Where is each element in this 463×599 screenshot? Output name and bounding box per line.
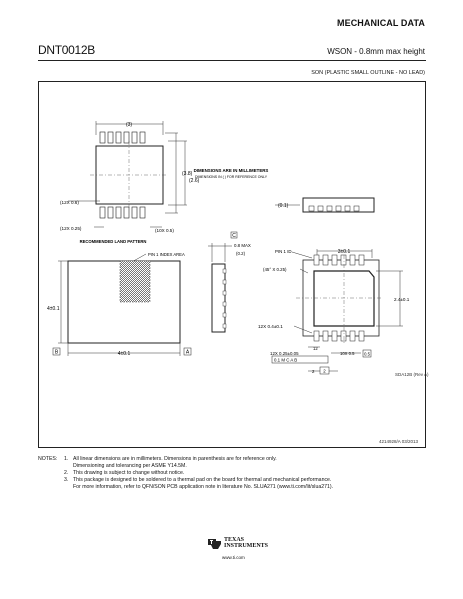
logo-line2: INSTRUMENTS [224, 543, 269, 549]
dim-24pm01-label: 2.4±0.1 [394, 297, 410, 302]
dim-10x05-label: (10X 0.5) [155, 228, 174, 233]
note-3-number: 3. [64, 477, 69, 483]
dim-4pm01-bottom-label: 4±0.1 [117, 351, 131, 357]
drawing-reference: SDA12B (Rev A) [395, 372, 429, 377]
datum-a-label: A [185, 349, 190, 356]
note-1-line2: Dimensioning and tolerancing per ASME Y14.5M. [73, 463, 187, 469]
package-description: WSON - 0.8mm max height [327, 47, 425, 56]
mechanical-drawing [38, 81, 426, 448]
note-1-number: 1. [64, 456, 69, 462]
dim-38-label: (3.8) [182, 171, 193, 177]
datum-c-label: C [232, 233, 236, 239]
website-link[interactable]: www.ti.com [222, 555, 245, 560]
package-side-view [208, 243, 232, 332]
pin1-index-area-label: PIN 1 INDEX AREA [148, 252, 185, 257]
pin1-id-label: PIN 1 ID [275, 249, 292, 254]
note-1-line1: All linear dimensions are in millimeters. Dimensions in parenthesis are for reference only. [73, 456, 277, 462]
dim-2-prefix: 2 [312, 369, 315, 374]
dim-26-label: (2.6) [189, 178, 200, 184]
logo-line1: TEXAS [224, 537, 245, 543]
bottom-view [296, 255, 403, 343]
notes-heading: NOTES: [38, 456, 58, 462]
dim-2-label: 2 [323, 368, 326, 374]
dim-12x025pm-label: 12X 0.25±0.05 [270, 351, 299, 356]
tolerance-value: 0.5 [364, 351, 370, 357]
note-3-line1: This package is designed to be soldered to a thermal pad on the board for thermal and mechanical performance. [73, 477, 332, 483]
dim-12x06-label: (12X 0.6) [60, 200, 79, 205]
document-id: DNT0012B [38, 43, 95, 57]
dim-01-label: (0.1) [278, 203, 289, 209]
note-2-line1: This drawing is subject to change without notice. [73, 470, 185, 476]
dim-10x05b-label: 10X 0.5 [340, 351, 355, 356]
gdt-frame-label: 0.1 M C A B [274, 357, 298, 363]
top-view-land-pattern [90, 132, 168, 218]
datum-b-label: B [54, 349, 59, 356]
dim-08max-label: 0.8 MAX [234, 243, 251, 248]
note-3-line2: For more information, refer to QFN/SON PCB application note in literature No. SLUA271 (www.ti.com/lit/slua271). [73, 484, 334, 490]
dims-note-line1: DIMENSIONS ARE IN MILLIMETERS [193, 168, 269, 173]
dim-4pm01-left-label: 4±0.1 [47, 306, 60, 312]
side-view [275, 198, 374, 212]
pin1-index-area [120, 261, 150, 302]
dim-02-label: (0.2) [236, 251, 246, 256]
frame-reference: 4214928/A 03/2013 [379, 439, 419, 444]
top-view-dims [68, 121, 187, 227]
header-divider [38, 60, 426, 61]
header-title: MECHANICAL DATA [337, 18, 425, 28]
ti-logo-mark-icon [207, 537, 222, 550]
package-type: SON (PLASTIC SMALL OUTLINE - NO LEAD) [311, 70, 425, 76]
dim-3pm01-label: 3±0.1 [337, 249, 351, 255]
dim-12x04-label: 12X 0.4±0.1 [258, 324, 283, 329]
dims-note-line2: DIMENSIONS IN ( ) FOR REFERENCE ONLY [194, 175, 268, 179]
land-pattern-title: RECOMMENDED LAND PATTERN [79, 239, 147, 244]
dim-12-label: 12 [313, 346, 318, 351]
ti-logo [207, 537, 269, 555]
note-2-number: 2. [64, 470, 69, 476]
dim-3-label: (3) [125, 122, 133, 128]
dim-45x025-label: (45° X 0.25) [263, 267, 287, 272]
dim-12x025-label: (12X 0.25) [60, 226, 82, 231]
